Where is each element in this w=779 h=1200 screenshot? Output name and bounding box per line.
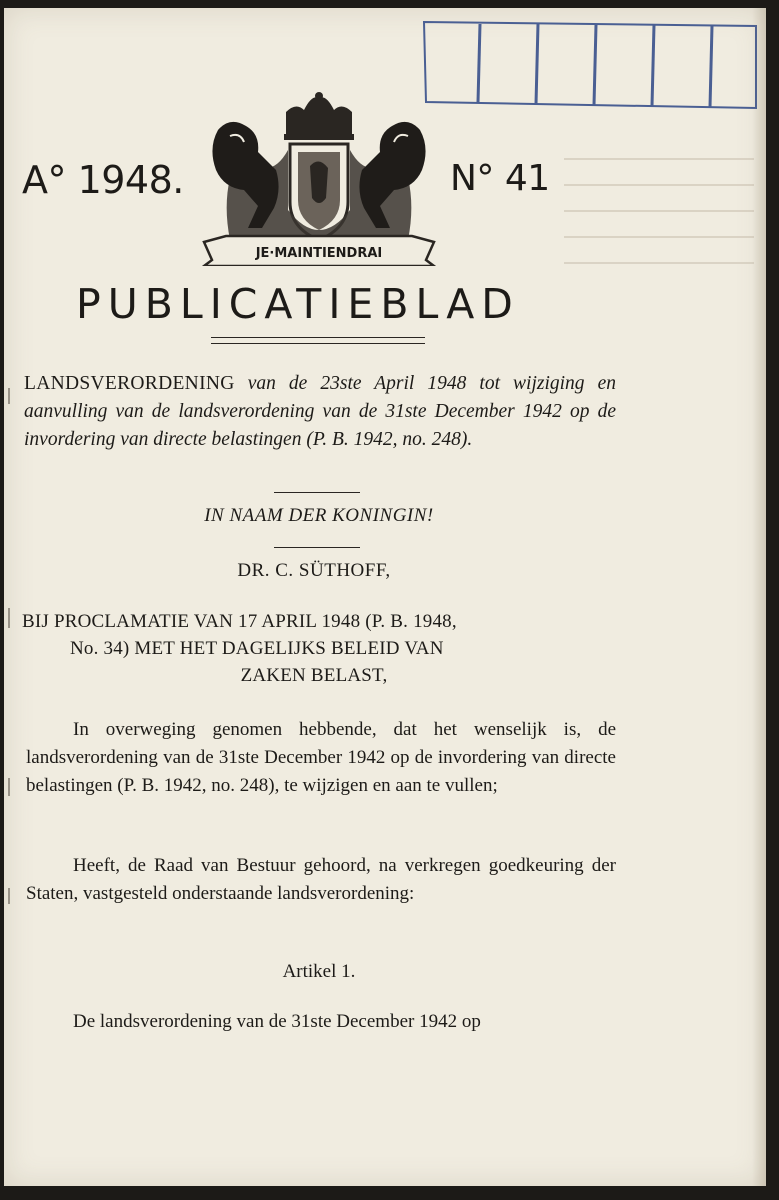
- consideration-text: In overweging genomen hebbende, dat het wenselijk is, de landsverordening van de 31ste December 1942 op de invordering van directe belastingen (P. B. 1942, no. 248), te wijzigen en aan te vullen;: [26, 719, 616, 796]
- publication-number: N° 41: [450, 158, 550, 199]
- archive-stamp: [420, 18, 760, 110]
- coat-of-arms-icon: [200, 90, 438, 266]
- enactment-paragraph: [26, 852, 616, 908]
- proclamation-line-2: No. 34) MET HET DAGELIJKS BELEID VAN: [70, 638, 444, 659]
- document-page: [4, 8, 766, 1186]
- ordinance-title-lead: LANDSVERORDENING: [24, 373, 235, 394]
- ordinance-title: [24, 370, 616, 454]
- ordinance-title-rest: van de 23ste April 1948 tot wijziging en aanvulling van de landsverordening van de 31ste December 1942 op de invordering van directe belastingen (P. B. 1942, no. 248).: [24, 373, 617, 450]
- masthead-double-rule: [211, 337, 425, 344]
- masthead-title: PUBLICATIEBLAD: [76, 280, 520, 328]
- article-heading: Artikel 1.: [282, 961, 356, 982]
- binding-mark: [8, 608, 10, 628]
- enactment-text: Heeft, de Raad van Bestuur gehoord, na verkregen goedkeuring der Staten, vastgesteld onderstaande landsverordening:: [26, 855, 616, 904]
- binding-mark: [8, 388, 10, 404]
- separator-rule-1: [274, 492, 360, 493]
- invocation: IN NAAM DER KONINGIN!: [204, 505, 434, 526]
- official-name: DR. C. SÜTHOFF,: [237, 560, 391, 581]
- proclamation-line-1: BIJ PROCLAMATIE VAN 17 APRIL 1948 (P. B. 1948,: [22, 611, 457, 632]
- publication-year: A° 1948.: [22, 158, 184, 202]
- separator-rule-2: [274, 547, 360, 548]
- article-first-line: De landsverordening van de 31ste December 1942 op: [73, 1011, 481, 1032]
- binding-mark: [8, 778, 10, 796]
- binding-mark: [8, 888, 10, 904]
- motto-text: JE·MAINTIENDRAI: [255, 246, 383, 261]
- consideration-paragraph: [26, 716, 616, 800]
- proclamation-line-3: ZAKEN BELAST,: [240, 665, 388, 686]
